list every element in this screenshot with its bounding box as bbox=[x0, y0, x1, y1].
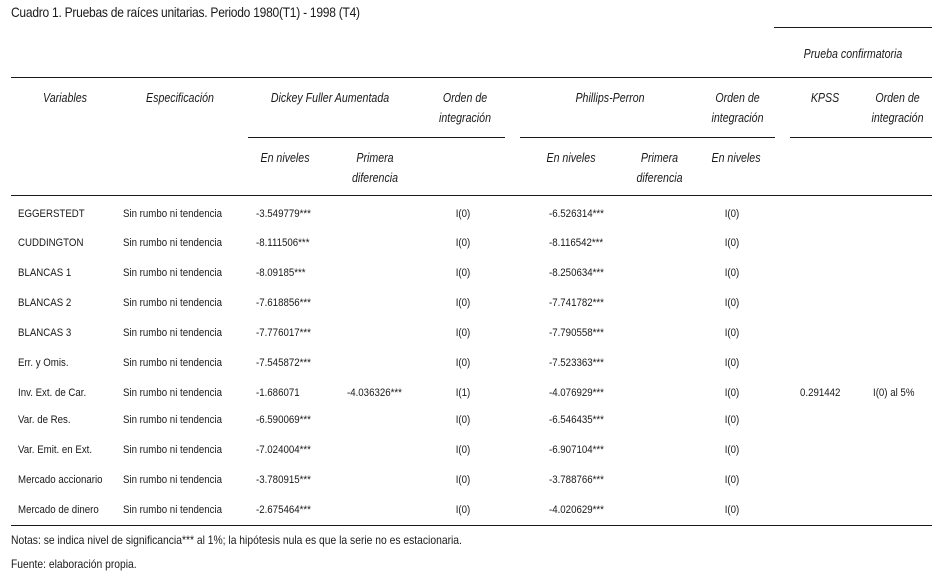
rule-table-bottom bbox=[11, 525, 932, 526]
cell-orden-kpss: I(0) al 5% bbox=[873, 387, 915, 399]
rule-header-bottom bbox=[11, 195, 932, 196]
cell-especificacion: Sin rumbo ni tendencia bbox=[123, 357, 223, 369]
header-prueba-confirmatoria: Prueba confirmatoria bbox=[803, 47, 903, 61]
cell-orden-dfa: I(0) bbox=[455, 208, 471, 220]
cell-pp-niveles: -8.116542*** bbox=[549, 237, 604, 249]
cell-orden-pp: I(0) bbox=[724, 297, 740, 309]
table-source: Fuente: elaboración propia. bbox=[11, 557, 137, 571]
cell-variable: BLANCAS 2 bbox=[18, 297, 72, 309]
cell-dfa-niveles: -3.549779*** bbox=[256, 208, 311, 220]
cell-dfa-primera: -4.036326*** bbox=[347, 387, 402, 399]
cell-pp-niveles: -3.788766*** bbox=[549, 474, 604, 486]
cell-orden-pp: I(0) bbox=[724, 237, 740, 249]
cell-orden-dfa: I(0) bbox=[455, 474, 471, 486]
header-dickey-fuller: Dickey Fuller Aumentada bbox=[270, 91, 390, 105]
table-notes: Notas: se indica nivel de significancia*** al 1%; la hipótesis nula es que la serie no es estacionaria. bbox=[11, 533, 462, 547]
cell-pp-niveles: -7.523363*** bbox=[549, 357, 604, 369]
cell-pp-niveles: -8.250634*** bbox=[549, 267, 604, 279]
cell-variable: CUDDINGTON bbox=[18, 237, 84, 249]
rule-dfa-group bbox=[248, 137, 505, 138]
header-orden-kpss-2: integración bbox=[871, 111, 924, 125]
cell-orden-pp: I(0) bbox=[724, 327, 740, 339]
cell-variable: EGGERSTEDT bbox=[18, 208, 85, 220]
cell-variable: Err. y Omis. bbox=[18, 357, 69, 369]
header-kpss-niveles: En niveles bbox=[711, 151, 761, 165]
cell-especificacion: Sin rumbo ni tendencia bbox=[123, 474, 223, 486]
header-orden-dfa-2: integración bbox=[439, 111, 491, 125]
rule-pp-group bbox=[520, 137, 775, 138]
header-phillips-perron: Phillips-Perron bbox=[575, 91, 645, 105]
header-orden-pp-2: integración bbox=[711, 111, 764, 125]
cell-dfa-niveles: -3.780915*** bbox=[256, 474, 311, 486]
header-orden-pp-1: Orden de bbox=[715, 91, 760, 105]
cell-orden-dfa: I(0) bbox=[455, 237, 471, 249]
cell-orden-dfa: I(0) bbox=[455, 297, 471, 309]
cell-variable: Var. Emit. en Ext. bbox=[18, 444, 93, 456]
cell-especificacion: Sin rumbo ni tendencia bbox=[123, 414, 223, 426]
rule-kpss-group bbox=[790, 137, 932, 138]
cell-dfa-niveles: -8.09185*** bbox=[256, 267, 306, 279]
cell-dfa-niveles: -7.776017*** bbox=[256, 327, 311, 339]
cell-orden-pp: I(0) bbox=[724, 267, 740, 279]
cell-orden-dfa: I(0) bbox=[455, 504, 471, 516]
cell-pp-niveles: -6.526314*** bbox=[549, 208, 604, 220]
cell-orden-pp: I(0) bbox=[724, 357, 740, 369]
cell-variable: Var. de Res. bbox=[18, 414, 71, 426]
cell-dfa-niveles: -7.545872*** bbox=[256, 357, 311, 369]
header-dfa-niveles: En niveles bbox=[260, 151, 310, 165]
cell-especificacion: Sin rumbo ni tendencia bbox=[123, 327, 223, 339]
cell-dfa-niveles: -7.024004*** bbox=[256, 444, 311, 456]
cell-orden-pp: I(0) bbox=[724, 387, 740, 399]
header-dfa-primera-1: Primera bbox=[356, 151, 394, 165]
header-pp-primera-1: Primera bbox=[640, 151, 679, 165]
cell-dfa-niveles: -8.111506*** bbox=[256, 237, 310, 249]
header-pp-niveles: En niveles bbox=[546, 151, 596, 165]
cell-pp-niveles: -4.076929*** bbox=[549, 387, 604, 399]
cell-orden-pp: I(0) bbox=[724, 208, 740, 220]
cell-pp-niveles: -6.546435*** bbox=[549, 414, 604, 426]
cell-pp-niveles: -7.741782*** bbox=[549, 297, 604, 309]
header-dfa-primera-2: diferencia bbox=[351, 171, 399, 185]
cell-dfa-niveles: -2.675464*** bbox=[256, 504, 311, 516]
cell-dfa-niveles: -1.686071 bbox=[256, 387, 300, 399]
cell-orden-dfa: I(1) bbox=[455, 387, 471, 399]
cell-variable: Mercado de dinero bbox=[18, 504, 99, 516]
cell-orden-dfa: I(0) bbox=[455, 267, 471, 279]
cell-orden-pp: I(0) bbox=[724, 444, 740, 456]
cell-especificacion: Sin rumbo ni tendencia bbox=[123, 237, 223, 249]
cell-orden-dfa: I(0) bbox=[455, 414, 471, 426]
cell-orden-pp: I(0) bbox=[724, 474, 740, 486]
cell-dfa-niveles: -7.618856*** bbox=[256, 297, 311, 309]
cell-orden-dfa: I(0) bbox=[455, 444, 471, 456]
cell-variable: BLANCAS 1 bbox=[18, 267, 72, 279]
table-title: Cuadro 1. Pruebas de raíces unitarias. Periodo 1980(T1) - 1998 (T4) bbox=[11, 4, 360, 20]
cell-especificacion: Sin rumbo ni tendencia bbox=[123, 297, 223, 309]
header-orden-dfa-1: Orden de bbox=[442, 91, 488, 105]
cell-especificacion: Sin rumbo ni tendencia bbox=[123, 208, 223, 220]
cell-pp-niveles: -4.020629*** bbox=[549, 504, 604, 516]
cell-especificacion: Sin rumbo ni tendencia bbox=[123, 504, 223, 516]
rule-confirmatoria-top bbox=[774, 27, 932, 28]
cell-especificacion: Sin rumbo ni tendencia bbox=[123, 387, 223, 399]
cell-orden-dfa: I(0) bbox=[455, 357, 471, 369]
header-orden-kpss-1: Orden de bbox=[875, 91, 920, 105]
cell-orden-pp: I(0) bbox=[724, 414, 740, 426]
cell-especificacion: Sin rumbo ni tendencia bbox=[123, 267, 223, 279]
cell-pp-niveles: -7.790558*** bbox=[549, 327, 604, 339]
header-variables: Variables bbox=[43, 91, 87, 105]
cell-orden-pp: I(0) bbox=[724, 504, 740, 516]
header-pp-primera-2: diferencia bbox=[636, 171, 683, 185]
header-kpss: KPSS bbox=[810, 91, 840, 105]
rule-header-top bbox=[11, 77, 932, 78]
cell-dfa-niveles: -6.590069*** bbox=[256, 414, 311, 426]
cell-variable: Inv. Ext. de Car. bbox=[18, 387, 87, 399]
cell-especificacion: Sin rumbo ni tendencia bbox=[123, 444, 223, 456]
cell-variable: Mercado accionario bbox=[18, 474, 103, 486]
cell-variable: BLANCAS 3 bbox=[18, 327, 72, 339]
cell-pp-niveles: -6.907104*** bbox=[549, 444, 604, 456]
cell-kpss: 0.291442 bbox=[800, 387, 841, 399]
header-especificacion: Especificación bbox=[146, 91, 214, 105]
cell-orden-dfa: I(0) bbox=[455, 327, 471, 339]
